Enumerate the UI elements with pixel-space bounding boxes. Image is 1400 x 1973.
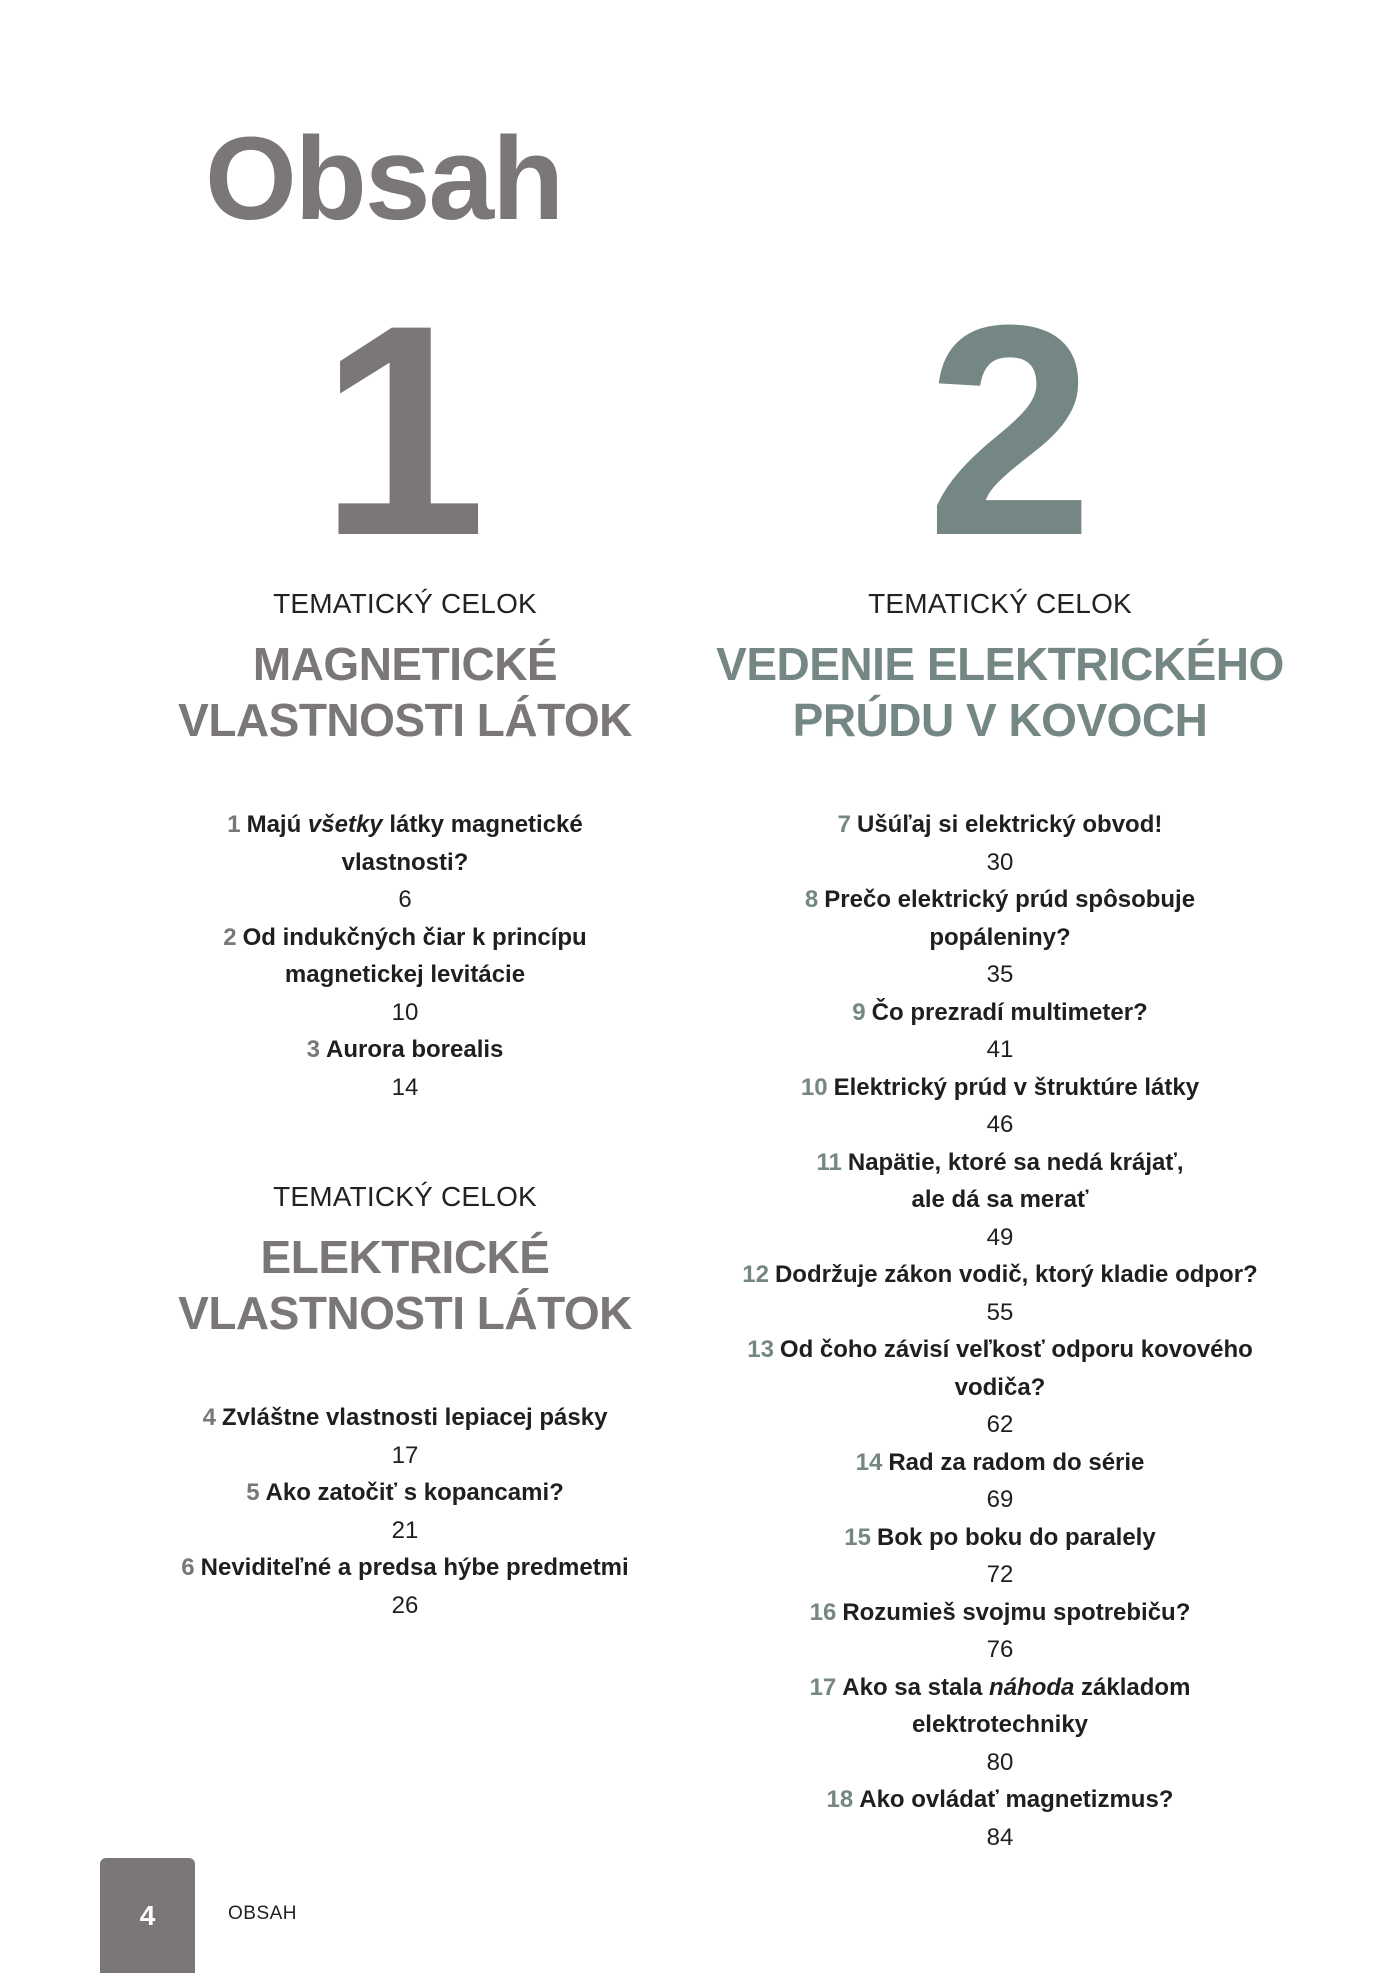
lesson-title-text: Ako ovládať magnetizmus? <box>859 1786 1174 1813</box>
lesson-number: 18 <box>826 1786 854 1813</box>
page-number: 41 <box>986 1036 1014 1063</box>
lesson-title-text: Rozumieš svojmu spotrebiču? <box>842 1598 1191 1626</box>
lesson-number: 7 <box>837 811 851 838</box>
toc-list <box>140 1399 670 1624</box>
unit-caption: TEMATICKÝ CELOK <box>273 588 537 619</box>
unit-2-big-number: 2 <box>926 262 1094 598</box>
toc-list <box>140 806 670 1106</box>
lesson-number: 8 <box>804 886 819 913</box>
lesson-title-text: ale dá sa merať <box>911 1186 1089 1213</box>
lesson-title-text: Dodržuje zákon vodič, ktorý kladie odpor? <box>774 1261 1258 1288</box>
lesson-number: 14 <box>855 1448 883 1476</box>
toc-entry-title <box>700 1519 1300 1557</box>
unit-title-line: PRÚDU V KOVOCH <box>792 694 1208 746</box>
toc-entry-title <box>700 806 1300 844</box>
lesson-number: 17 <box>809 1673 837 1701</box>
page-number: 84 <box>986 1823 1014 1851</box>
lesson-title-text: základom <box>1074 1673 1191 1701</box>
unit-title-line: VLASTNOSTI LÁTOK <box>178 1287 632 1339</box>
toc-entry-title <box>140 1031 670 1069</box>
toc-entry-title <box>700 1594 1300 1632</box>
unit-caption: TEMATICKÝ CELOK <box>868 588 1132 619</box>
page-number-badge: 4 <box>100 1858 195 1973</box>
toc-entry <box>700 1331 1300 1444</box>
page-number: 72 <box>986 1561 1014 1588</box>
toc-entry-title <box>700 1444 1300 1482</box>
lesson-title-text: Majú <box>246 811 308 838</box>
lesson-title-text: Od indukčných čiar k princípu <box>242 923 587 951</box>
page-number: 21 <box>391 1516 419 1544</box>
page-number: 80 <box>986 1748 1014 1776</box>
unit-caption: TEMATICKÝ CELOK <box>273 1181 537 1212</box>
page-number: 46 <box>986 1111 1014 1138</box>
lesson-title-text: popáleniny? <box>929 923 1071 951</box>
lesson-number: 9 <box>852 998 866 1026</box>
lesson-number: 15 <box>844 1523 871 1551</box>
page-number: 76 <box>986 1636 1014 1663</box>
toc-list <box>700 806 1300 1856</box>
toc-entry-title <box>700 994 1300 1032</box>
unit-1-big-number: 1 <box>319 262 487 598</box>
toc-entry <box>700 1069 1300 1144</box>
page-number: 14 <box>391 1073 419 1101</box>
lesson-title-text: Ako sa stala <box>842 1673 990 1701</box>
unit-title-line: VEDENIE ELEKTRICKÉHO <box>716 638 1284 690</box>
toc-entry-title <box>140 1399 670 1437</box>
lesson-title-text: magnetickej levitácie <box>284 961 526 988</box>
toc-entry-title <box>700 1781 1300 1819</box>
toc-entry <box>700 1781 1300 1856</box>
lesson-title-text: vodiča? <box>954 1373 1046 1401</box>
section-label: OBSAH <box>228 1903 298 1924</box>
lesson-title-text: elektrotechniky <box>911 1711 1089 1738</box>
unit-title-line: VLASTNOSTI LÁTOK <box>178 694 632 746</box>
toc-entry <box>140 1474 670 1549</box>
lesson-number: 3 <box>306 1036 320 1063</box>
lesson-title-text: Od čoho závisí veľkosť odporu kovového <box>779 1336 1253 1363</box>
lesson-number: 13 <box>747 1336 774 1363</box>
toc-entry <box>140 1031 670 1106</box>
toc-entry <box>700 994 1300 1069</box>
lesson-title-text: Neviditeľné a predsa hýbe predmetmi <box>200 1554 629 1581</box>
toc-entry-title <box>700 881 1300 956</box>
lesson-title-text: vlastnosti? <box>341 848 469 876</box>
lesson-number: 16 <box>809 1598 837 1626</box>
page-number: 6 <box>398 886 412 913</box>
lesson-title-text: Napätie, ktoré sa nedá krájať, <box>847 1148 1184 1176</box>
page-number: 10 <box>391 998 419 1026</box>
unit-electric-section <box>140 1183 670 1624</box>
page-number: 17 <box>391 1441 419 1469</box>
toc-entry-title <box>140 1474 670 1512</box>
unit-title <box>140 1229 670 1341</box>
toc-entry-title <box>700 1144 1300 1219</box>
page-number: 30 <box>986 848 1014 876</box>
unit-2-section <box>700 590 1300 1856</box>
toc-entry-title <box>140 806 670 881</box>
lesson-title-text: Ušúľaj si elektrický obvod! <box>857 811 1163 838</box>
page-number: 62 <box>986 1411 1014 1438</box>
unit-title-line: ELEKTRICKÉ <box>260 1231 550 1283</box>
unit-1-section <box>140 590 670 1106</box>
lesson-number: 11 <box>816 1148 842 1176</box>
lesson-title-text: látky magnetické <box>382 811 583 838</box>
toc-entry-title <box>700 1331 1300 1406</box>
lesson-title-text: Aurora borealis <box>325 1036 504 1063</box>
toc-entry <box>140 806 670 919</box>
lesson-number: 4 <box>202 1404 216 1431</box>
toc-entry-title <box>140 1549 670 1587</box>
page-number: 69 <box>986 1486 1014 1513</box>
lesson-title-text: Elektrický prúd v štruktúre látky <box>833 1073 1200 1101</box>
toc-entry <box>140 1399 670 1474</box>
lesson-title-text: Ako zatočiť s kopancami? <box>265 1479 564 1506</box>
toc-entry <box>700 806 1300 881</box>
unit-title <box>700 636 1300 748</box>
toc-entry <box>700 1669 1300 1782</box>
toc-entry-title <box>140 919 670 994</box>
unit-title-line: MAGNETICKÉ <box>252 638 558 690</box>
lesson-title-text: Bok po boku do paralely <box>876 1523 1156 1551</box>
lesson-number: 12 <box>742 1261 769 1288</box>
lesson-number: 10 <box>800 1073 828 1101</box>
lesson-title-emphasis: náhoda <box>989 1673 1075 1701</box>
page-number: 55 <box>986 1298 1014 1326</box>
toc-entry <box>140 919 670 1032</box>
lesson-title-emphasis: všetky <box>307 811 383 838</box>
unit-title <box>140 636 670 748</box>
lesson-number: 1 <box>227 811 241 838</box>
toc-entry <box>700 1444 1300 1519</box>
lesson-title-text: Čo prezradí multimeter? <box>871 998 1148 1026</box>
toc-entry-title <box>700 1256 1300 1294</box>
lesson-number: 2 <box>223 923 237 951</box>
lesson-number: 6 <box>181 1554 195 1581</box>
toc-entry-title <box>700 1669 1300 1744</box>
toc-entry <box>700 1256 1300 1331</box>
page-number: 35 <box>986 961 1014 988</box>
lesson-title-text: Prečo elektrický prúd spôsobuje <box>824 886 1196 913</box>
lesson-number: 5 <box>246 1479 260 1506</box>
toc-entry <box>700 881 1300 994</box>
page-title: Obsah <box>205 113 563 245</box>
lesson-title-text: Rad za radom do série <box>888 1448 1145 1476</box>
toc-entry <box>700 1594 1300 1669</box>
toc-entry-title <box>700 1069 1300 1107</box>
toc-entry <box>140 1549 670 1624</box>
page-number: 49 <box>986 1223 1014 1251</box>
lesson-title-text: Zvláštne vlastnosti lepiacej pásky <box>221 1404 608 1431</box>
toc-entry <box>700 1519 1300 1594</box>
toc-entry <box>700 1144 1300 1257</box>
page-number: 26 <box>391 1591 419 1619</box>
